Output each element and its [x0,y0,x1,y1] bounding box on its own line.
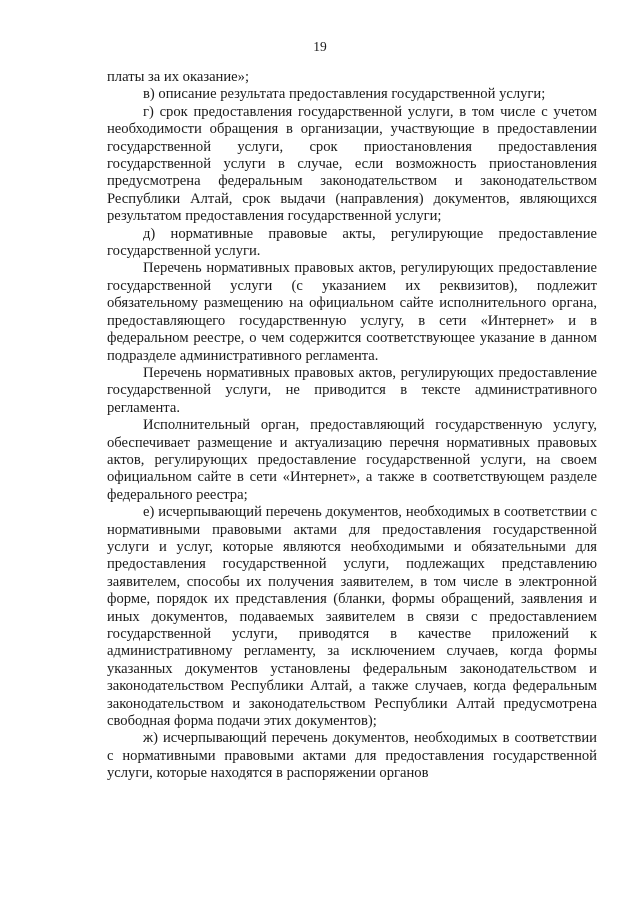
paragraph-item-zh: ж) исчерпывающий перечень документов, необходимых в соответствии с нормативными правовыми актами для предоставления государственной услуги, которые находятся в распоряжении органов [107,730,597,782]
document-body [107,69,597,783]
paragraph-acts-list-not-included: Перечень нормативных правовых актов, регулирующих предоставление государственной услуги, не приводится в тексте административного регламента. [107,364,597,416]
paragraph-item-g: г) срок предоставления государственной услуги, в том числе с учетом необходимости обращения в организации, участвующие в предоставлении государственной услуги, срок приостановления предоставления государственной услуги в случае, если возможность приостановления предусмотрена федеральным законодательством и законодательством Республики Алтай, срок выдачи (направления) документов, являющихся результатом предоставления государственной услуги; [107,103,597,225]
paragraph-item-e: е) исчерпывающий перечень документов, необходимых в соответствии с нормативными правовыми актами для предоставления государственной услуги и услуг, которые являются необходимыми и обязательными для предоставления государственной услуги, подлежащих представлению заявителем, способы их получения заявителем, в том числе в электронной форме, порядок их представления (бланки, формы обращений, заявления и иных документов, подаваемых заявителем в связи с предоставлением государственной услуги, приводятся в качестве приложений к административному регламенту, за исключением случаев, когда формы указанных документов установлены федеральным законодательством и законодательством Республики Алтай, а также случаев, когда федеральным законодательством и законодательством Республики Алтай предусмотрена свободная форма подачи этих документов); [107,504,597,730]
page-number: 19 [313,39,327,54]
paragraph-item-d: д) нормативные правовые акты, регулирующие предоставление государственной услуги. [107,225,597,260]
paragraph-executive-body: Исполнительный орган, предоставляющий государственную услугу, обеспечивает размещение и актуализацию перечня нормативных правовых актов, регулирующих предоставление государственной услуги, на своем официальном сайте в сети «Интернет», а также в соответствующем разделе федерального реестра; [107,417,597,503]
paragraph-continuation: платы за их оказание»; [107,69,250,85]
paragraph-acts-list-publication: Перечень нормативных правовых актов, регулирующих предоставление государственной услуги (с указанием их реквизитов), подлежит обязательному размещению на официальном сайте исполнительного органа, предоставляющего государственную услугу, в сети «Интернет» и в федеральном реестре, о чем содержится соответствующее указание в данном подразделе административного регламента. [107,260,597,364]
paragraph-item-v: в) описание результата предоставления государственной услуги; [143,86,546,103]
